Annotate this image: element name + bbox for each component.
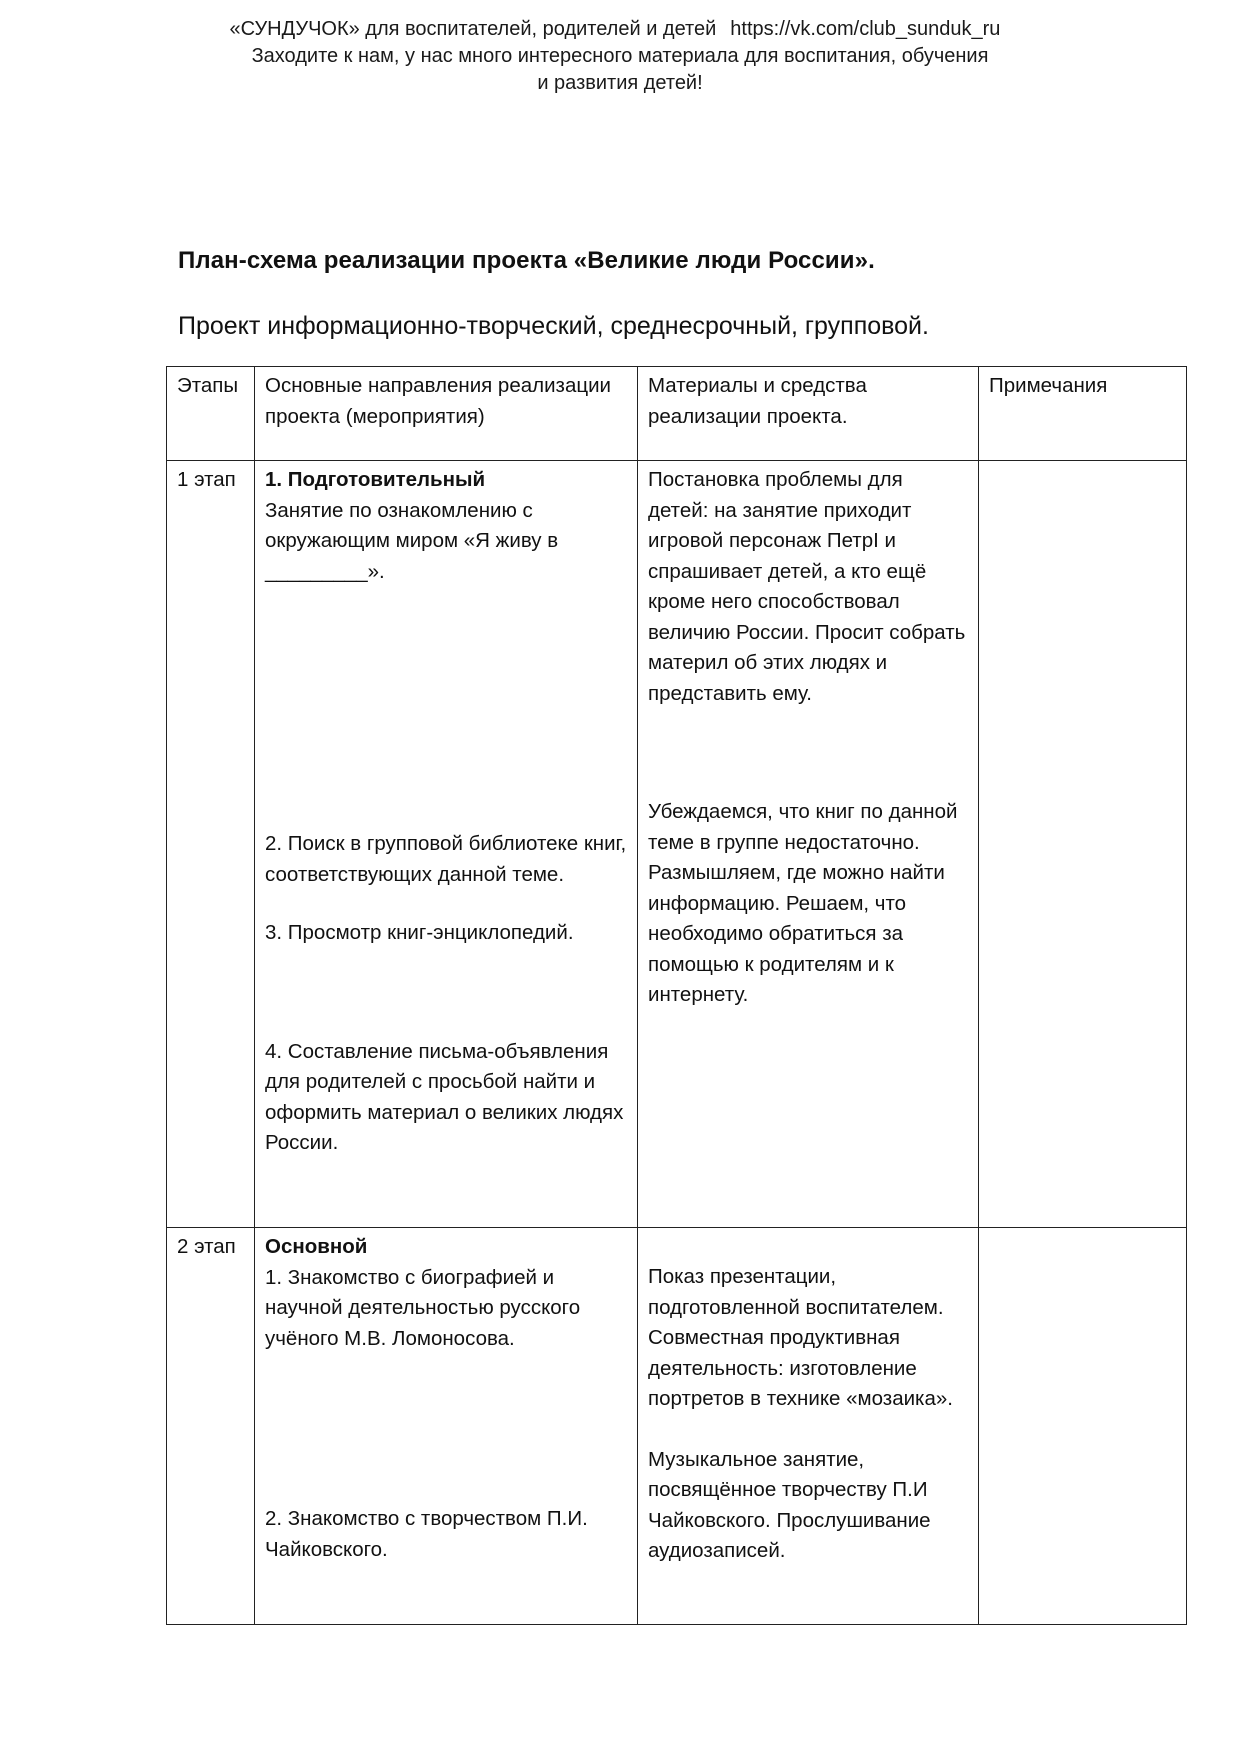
stage-2-label: 2 этап (167, 1228, 255, 1625)
document-title: План-схема реализации проекта «Великие люди России». (178, 247, 875, 274)
stage-2-item-2: 2. Знакомство с творчеством П.И. Чайковского. (265, 1507, 588, 1561)
stage-2-heading: Основной (265, 1235, 368, 1258)
header-line-2: Заходите к нам, у нас много интересного материала для воспитания, обучения (251, 45, 989, 67)
stage-2-notes (979, 1228, 1187, 1625)
stage-1-heading: 1. Подготовительный (265, 468, 486, 491)
table-row-stage-2 (167, 1228, 1187, 1625)
stage-1-materials-2: Убеждаемся, что книг по данной теме в группе недостаточно. Размышляем, где можно найти информацию. Решаем, что необходимо обратиться за помощью к родителям и к интернету. (648, 800, 958, 1006)
stage-1-item-2: 2. Поиск в групповой библиотеке книг, соответствующих данной теме. (265, 832, 627, 886)
stage-1-notes (979, 461, 1187, 1228)
header-stages: Этапы (167, 367, 255, 461)
stage-2-materials (638, 1228, 979, 1625)
stage-1-materials-1: Постановка проблемы для детей: на занятие приходит игровой персонаж ПетрI и спрашивает детей, а кто ещё кроме него способствовал величию России. Просит собрать материл об этих людях и представить ему. (648, 468, 966, 705)
header-community-name: «СУНДУЧОК» для воспитателей, родителей и детей (229, 18, 717, 40)
stage-1-item-3: 3. Просмотр книг-энциклопедий. (265, 921, 574, 944)
stage-2-materials-2: Музыкальное занятие, посвящённое творчеству П.И Чайковского. Прослушивание аудиозаписей. (648, 1447, 931, 1562)
header-vk-link[interactable]: https://vk.com/club_sunduk_ru (730, 18, 1001, 40)
stage-1-item-4: 4. Составление письма-объявления для родителей с просьбой найти и оформить материал о великих людях России. (265, 1039, 624, 1154)
header-directions: Основные направления реализации проекта (мероприятия) (255, 367, 638, 461)
header-line-3: и развития детей! (537, 72, 703, 94)
header-line-1 (0, 16, 1235, 43)
table-header-row (167, 367, 1187, 461)
header-notes: Примечания (979, 367, 1187, 461)
stage-1-directions (255, 461, 638, 1228)
document-subtitle: Проект информационно-творческий, среднесрочный, групповой. (178, 312, 929, 340)
plan-table (166, 366, 1187, 1625)
header-materials: Материалы и средства реализации проекта. (638, 367, 979, 461)
stage-2-item-1: 1. Знакомство с биографией и научной деятельностью русского учёного М.В. Ломоносова. (265, 1265, 581, 1350)
stage-1-materials (638, 461, 979, 1228)
stage-2-directions (255, 1228, 638, 1625)
table-row-stage-1 (167, 461, 1187, 1228)
stage-1-item-1: Занятие по ознакомлению с окружающим миром «Я живу в _________». (265, 498, 559, 583)
stage-1-label: 1 этап (167, 461, 255, 1228)
stage-2-materials-1: Показ презентации, подготовленной воспитателем. Совместная продуктивная деятельность: изготовление портретов в технике «мозаика». (648, 1265, 953, 1410)
header-banner (0, 16, 1240, 97)
